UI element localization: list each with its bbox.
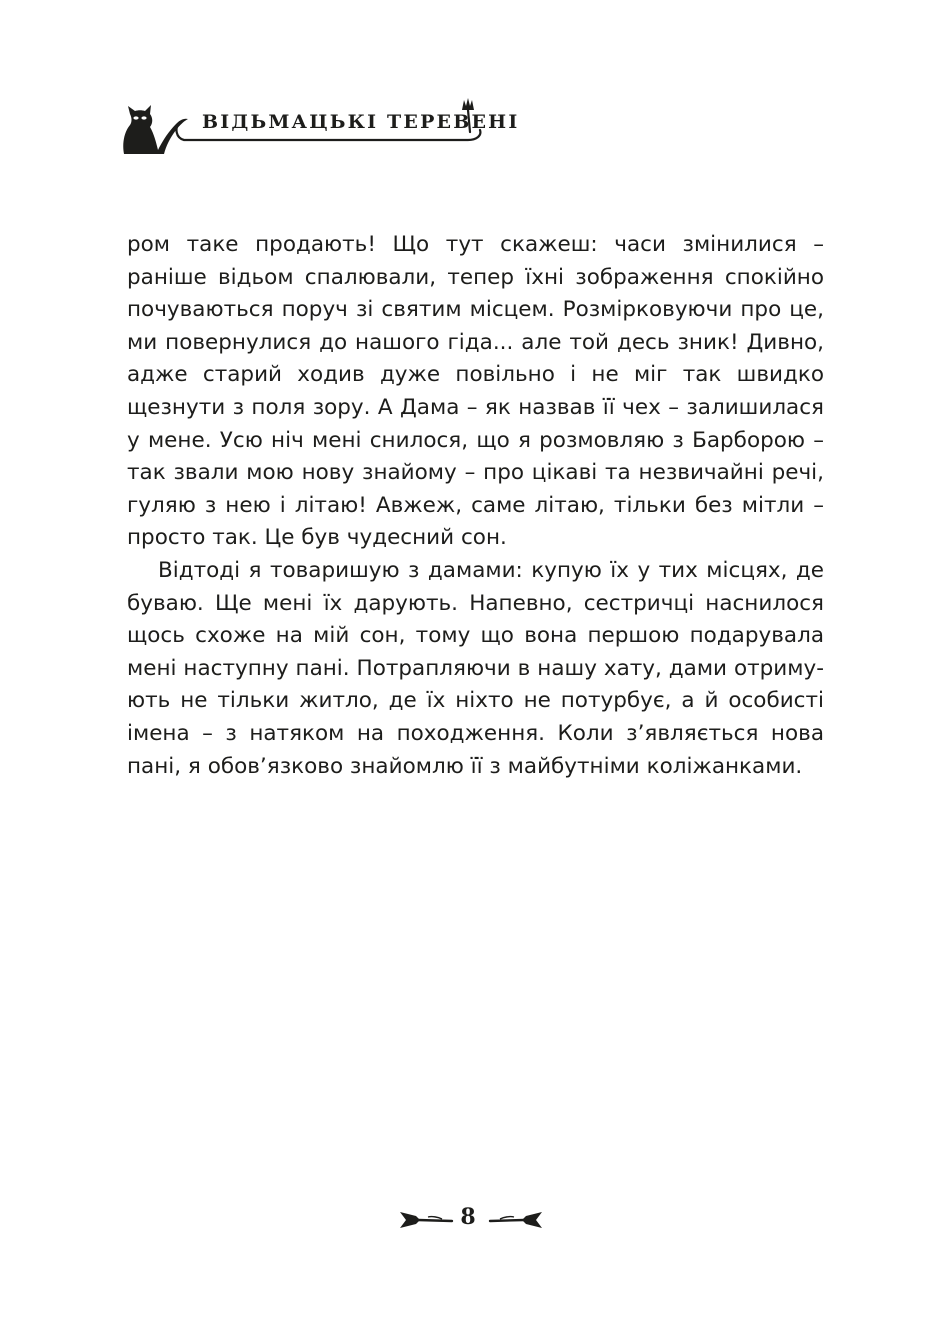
running-header-title: ВІДЬМАЦЬКІ ТЕРЕВЕНІ <box>202 111 520 133</box>
page-footer <box>0 1198 936 1238</box>
running-header <box>118 92 520 162</box>
black-cat-icon <box>123 105 188 154</box>
broom-icon <box>488 1208 544 1230</box>
paragraph: ром таке продають! Що тут скажеш: часи змінилися – раніше відьом спалювали, тепер їхні зображення спокійно почуваються поруч зі святим місцем. Розмірковуючи про це, ми повернулися до нашого гіда... але той десь зник! Дивно, адже старий ходив дуже повільно і не міг так швидко щезнути з поля зору. А Дама – як назвав її чех – залишилася у мене. Усю ніч мені снилося, що я розмовляю з Барборою – так звали мою нову знайому – про цікаві та незвичайні речі, гуляю з нею і літаю! Авжеж, саме літаю, тільки без мітли – просто так. Це був чудесний сон. <box>127 232 824 551</box>
body-text <box>127 229 824 783</box>
page-number: 8 <box>460 1204 476 1230</box>
paragraph: Відтоді я товаришую з дамами: купую їх у тих місцях, де буваю. Ще мені їх дарують. Напевно, сестричці наснилося щось схоже на мій сон, тому що вона першою подарувала мені наступну пані. Потрапляючи в нашу хату, дами отримують не тільки житло, де їх ніхто не потурбує, а й особисті імена – з натяком на походження. Коли з’являється нова пані, я обов’язково знайомлю її з майбутніми коліжанками. <box>127 557 824 779</box>
broom-icon <box>398 1208 454 1230</box>
